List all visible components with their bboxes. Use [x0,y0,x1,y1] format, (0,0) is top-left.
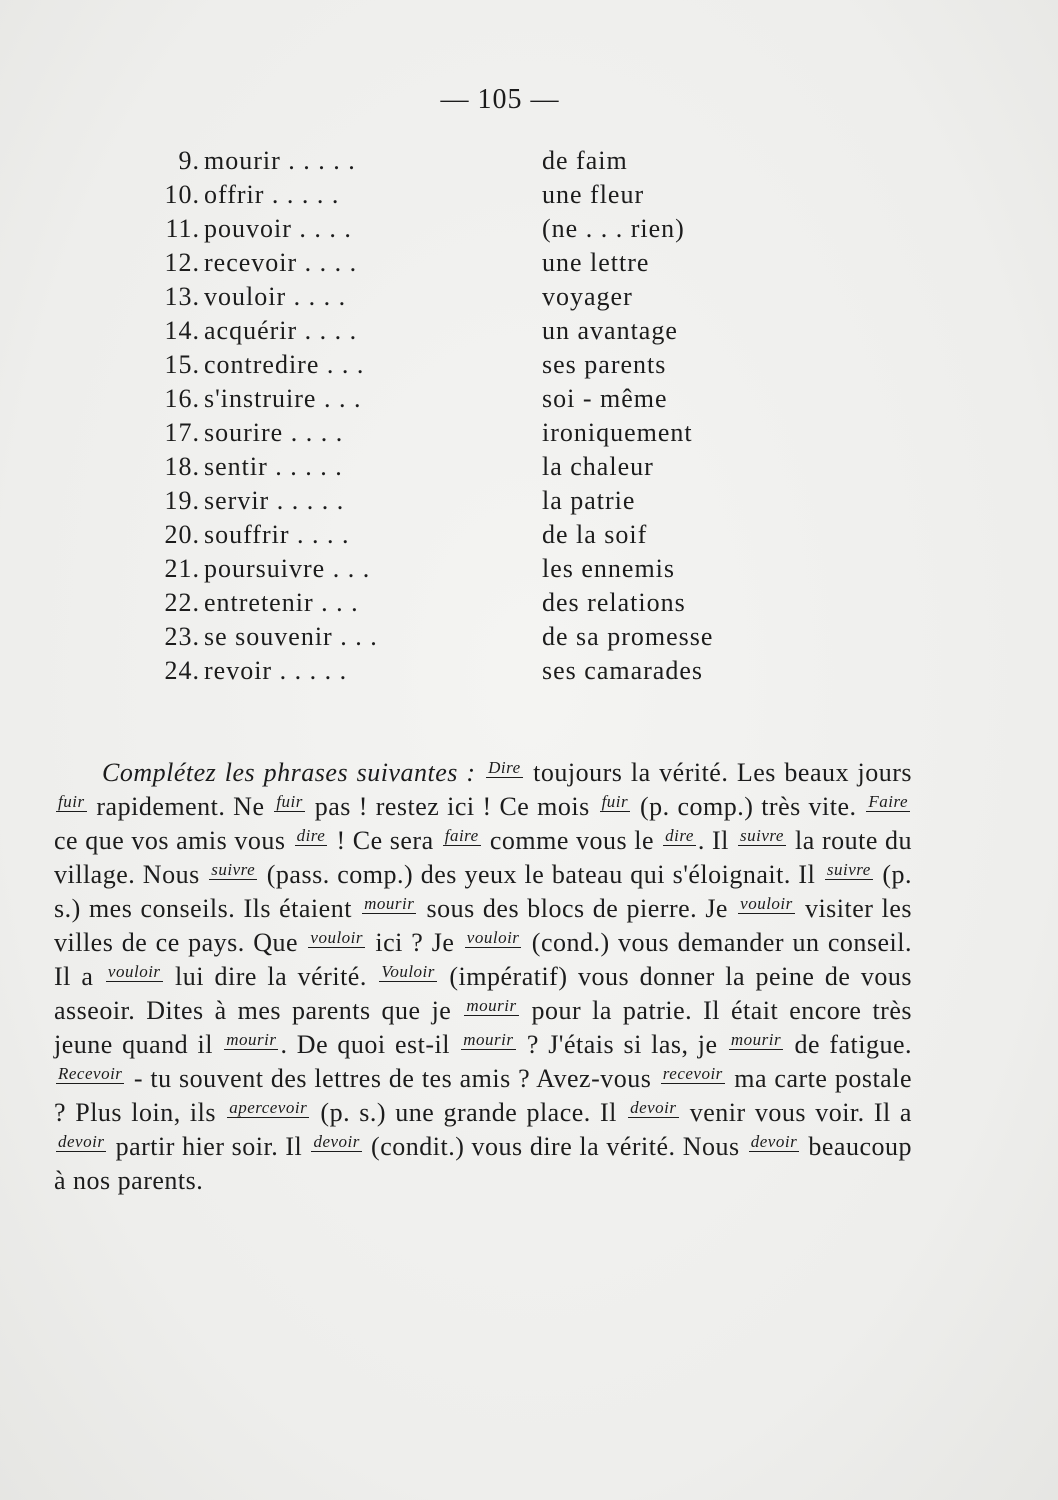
sentence-text: venir vous voir. Il a [680,1098,912,1127]
sentence-text: ma carte postale ? Plus loin, ils [54,1064,912,1127]
item-complement: ironiquement [542,418,693,447]
sentence-text: (impératif) vous donner la peine de vous asseoir. Dites à mes parents que je [54,962,913,1025]
sentence-text: - tu souvent des lettres de tes amis ? Avez-vous [126,1064,659,1093]
sentence-text: ? J'étais si las, je [517,1030,727,1059]
blank-verb-cue: mourir [226,1030,277,1049]
item-complement: de sa promesse [542,622,714,651]
page-number: — 105 — [440,84,560,115]
list-item [110,416,810,450]
item-complement: une lettre [542,248,650,277]
item-number: 9. [178,146,200,175]
item-complement: une fleur [542,180,645,209]
blank-verb-cue: vouloir [107,962,161,981]
item-complement: ses camarades [542,656,703,685]
list-item [110,586,810,620]
blank-verb-cue: vouloir [310,928,364,947]
blank-verb-cue: faire [444,826,479,845]
list-item [110,348,810,382]
sentence-text: pas ! restez ici ! Ce mois [306,792,598,821]
item-complement: la patrie [542,486,636,515]
blank-verb-cue: Recevoir [58,1064,123,1083]
sentence-text: lui dire la vérité. [164,962,378,991]
blank-verb-cue: devoir [313,1132,360,1151]
sentence-text: (p. s.) une grande place. Il [311,1098,627,1127]
item-verb: souffrir . . . . [204,520,350,549]
blank-verb-cue: suivre [826,860,871,879]
blank-verb-cue: devoir [58,1132,105,1151]
list-item [110,178,810,212]
item-verb: pouvoir . . . . [204,214,352,243]
list-item [110,280,810,314]
sentence-text: ici ? Je [367,928,463,957]
blank-verb-cue: devoir [630,1098,677,1117]
list-item [110,144,810,178]
item-number: 17. [164,418,200,447]
item-verb: vouloir . . . . [204,282,347,311]
sentence-text: (p. s.) mes conseils. Ils étaient [54,860,912,923]
sentence-text: beaucoup à nos parents. [54,1132,912,1195]
item-complement: ses parents [542,350,667,379]
item-complement: voyager [542,282,633,311]
sentence-text: comme vous le [482,826,662,855]
item-number: 23. [164,622,200,651]
list-item [110,450,810,484]
sentence-text: . Il [697,826,737,855]
item-verb: offrir . . . . . [204,180,340,209]
item-verb: contredire . . . [204,350,365,379]
list-item [110,484,810,518]
verb-exercise-list [110,144,810,688]
sentence-text: ! Ce sera [329,826,441,855]
item-verb: entretenir . . . [204,588,359,617]
item-number: 21. [164,554,200,583]
item-number: 16. [164,384,200,413]
item-number: 15. [164,350,200,379]
blank-verb-cue: vouloir [466,928,520,947]
item-verb: sourire . . . . [204,418,344,447]
sentence-text: sous des blocs de pierre. Je [418,894,737,923]
item-verb: poursuivre . . . [204,554,371,583]
item-number: 13. [164,282,200,311]
item-complement: les ennemis [542,554,676,583]
list-item [110,654,810,688]
sentence-text: rapidement. Ne [88,792,273,821]
completion-text [54,758,912,1195]
blank-verb-cue: vouloir [740,894,793,913]
blank-verb-cue: fuir [601,792,629,811]
list-item [110,518,810,552]
list-item [110,212,810,246]
item-verb: se souvenir . . . [204,622,378,651]
blank-verb-cue: dire [296,826,326,845]
blank-verb-cue: suivre [211,860,256,879]
item-verb: servir . . . . . [204,486,345,515]
sentence-text: toujours la vérité. Les beaux jours [524,758,913,787]
exercise-instruction: Complétez les phrases suivantes : [102,758,476,787]
item-number: 10. [164,180,200,209]
list-item [110,620,810,654]
item-verb: revoir . . . . . [204,656,348,685]
item-complement: (ne . . . rien) [542,214,685,243]
sentence-text: la route du village. Nous [54,826,912,889]
item-complement: de la soif [542,520,648,549]
item-number: 19. [164,486,200,515]
item-verb: s'instruire . . . [204,384,362,413]
completion-exercise [54,756,912,1198]
item-complement: de faim [542,146,628,175]
sentence-text: visiter les villes de ce pays. Que [54,894,912,957]
blank-verb-cue: mourir [364,894,415,913]
sentence-text: (cond.) vous demander un conseil. Il a [54,928,913,991]
sentence-text: partir hier soir. Il [108,1132,310,1161]
list-item [110,552,810,586]
list-item [110,314,810,348]
sentence-text: (p. comp.) très vite. [632,792,865,821]
blank-verb-cue: Vouloir [381,962,435,981]
sentence-text: ce que vos amis vous [54,826,293,855]
item-verb: recevoir . . . . [204,248,358,277]
item-complement: un avantage [542,316,678,345]
item-number: 22. [164,588,200,617]
blank-verb-cue: dire [665,826,694,845]
sentence-text: pour la patrie. Il était encore très jeune quand il [54,996,912,1059]
blank-verb-cue: suivre [740,826,784,845]
item-complement: des relations [542,588,686,617]
blank-verb-cue: mourir [466,996,517,1015]
blank-verb-cue: devoir [750,1132,798,1151]
item-verb: mourir . . . . . [204,146,356,175]
item-number: 12. [164,248,200,277]
blank-verb-cue: Faire [868,792,909,811]
item-complement: la chaleur [542,452,654,481]
item-complement: soi - même [542,384,668,413]
item-number: 20. [164,520,200,549]
blank-verb-cue: apercevoir [229,1098,308,1117]
item-number: 11. [165,214,200,243]
sentence-text: (condit.) vous dire la vérité. Nous [363,1132,747,1161]
blank-verb-cue: mourir [463,1030,514,1049]
item-number: 18. [164,452,200,481]
list-item [110,246,810,280]
blank-verb-cue: mourir [730,1030,782,1049]
blank-verb-cue: recevoir [662,1064,723,1083]
item-verb: sentir . . . . . [204,452,343,481]
sentence-text: (pass. comp.) des yeux le bateau qui s'éloignait. Il [259,860,823,889]
sentence-text: . De quoi est-il [280,1030,460,1059]
item-number: 24. [164,656,200,685]
item-number: 14. [164,316,200,345]
blank-verb-cue: fuir [58,792,85,811]
blank-verb-cue: Dire [488,758,521,777]
list-item [110,382,810,416]
blank-verb-cue: fuir [276,792,303,811]
item-verb: acquérir . . . . [204,316,358,345]
sentence-text: de fatigue. [785,1030,912,1059]
